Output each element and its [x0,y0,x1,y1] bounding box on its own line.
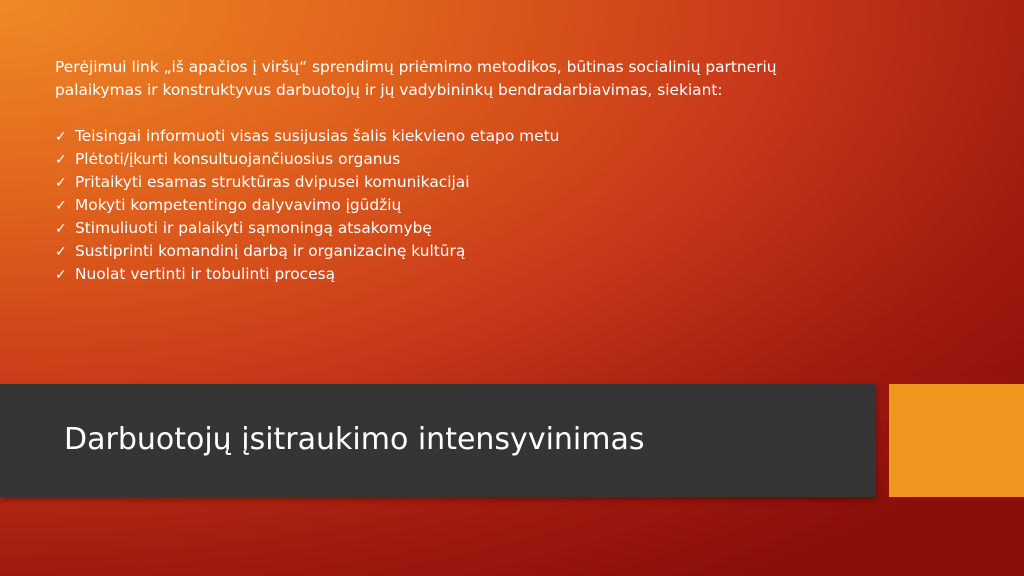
list-item [55,194,905,217]
list-item-text: Pritaikyti esamas struktūras dvipusei komunikacijai [75,173,470,191]
list-item-text: Mokyti kompetentingo dalyvavimo įgūdžių [75,196,402,214]
title-band [0,384,876,497]
intro-line-2: palaikymas ir konstruktyvus darbuotojų ir jų vadybininkų bendradarbiavimas, siekiant: [55,81,723,99]
list-item [55,217,905,240]
list-item-text: Sustiprinti komandinį darbą ir organizacinę kultūrą [75,242,466,260]
slide-title: Darbuotojų įsitraukimo intensyvinimas [64,422,645,457]
checkmark-icon: ✓ [55,244,67,260]
checklist [55,125,905,286]
list-item [55,148,905,171]
checkmark-icon: ✓ [55,221,67,237]
list-item [55,263,905,286]
checkmark-icon: ✓ [55,267,67,283]
checkmark-icon: ✓ [55,175,67,191]
checkmark-icon: ✓ [55,198,67,214]
list-item-text: Nuolat vertinti ir tobulinti procesą [75,265,336,283]
list-item-text: Teisingai informuoti visas susijusias šalis kiekvieno etapo metu [75,127,560,145]
list-item [55,171,905,194]
intro-line-1: Perėjimui link „iš apačios į viršų“ sprendimų priėmimo metodikos, būtinas socialinių partnerių [55,58,777,76]
intro-paragraph [55,56,905,102]
list-item-text: Plėtoti/įkurti konsultuojančiuosius organus [75,150,401,168]
list-item-text: Stimuliuoti ir palaikyti sąmoningą atsakomybę [75,219,432,237]
body-text [55,56,905,286]
checkmark-icon: ✓ [55,152,67,168]
list-item [55,125,905,148]
list-item [55,240,905,263]
checkmark-icon: ✓ [55,129,67,145]
accent-square [889,384,1024,497]
